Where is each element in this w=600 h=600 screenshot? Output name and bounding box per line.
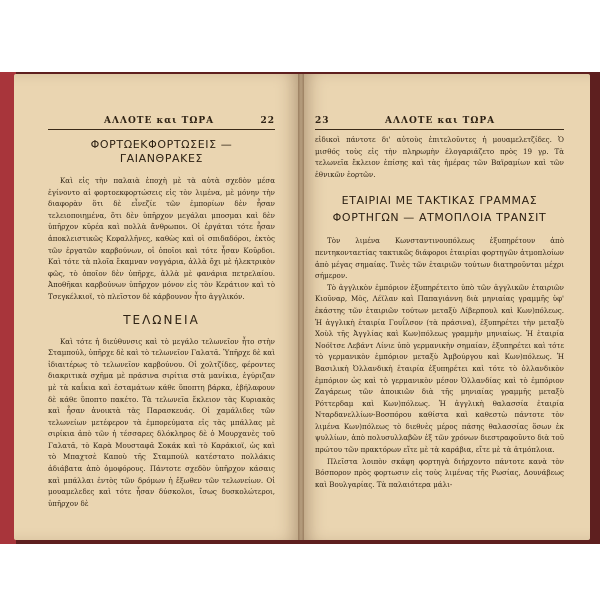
left-page — [14, 74, 301, 540]
section-text-customs: Καὶ τότε ἡ διεύθυνσις καὶ τὸ μεγάλο τελωνεῖον ἦτο στὴν Σταμπούλ, ὑπῆρχε δὲ καὶ τὸ τελωνεῖον Γαλατᾶ. Ὑπῆρχε δὲ καὶ ἰδιαιτέρως τὸ τελωνεῖον καρβούνου. Οἱ χολτζίδες, φέροντες διακριτικὰ σχῆμα μὲ πράσινα σιρίτια στὰ μανίκια, ἐγύριζαν μὲ τὰ καΐκια καὶ ἐσταμάτων κάθε ὕποπτη βάρκα, ἐβήλαφουν δὲ κάθε ὕποπτο πακέτο. Τὰ τελωνεῖα ἔκλειον τὰς Κυριακὰς καὶ ἦσαν ἀνοικτὰ τὰς Παρασκευάς. Οἱ χαμάλιδες τῶν τελωνείων μετέφερον τὰ ἐμπορεύματα εἰς τὰς μπάλλας μὲ σιρίκια ἀπὸ τῶν ἡ τέσσαρες δλόκληρος δὲ ὁ Μουρχανὲς τοῦ Γαλατᾶ, τὸ Καρὰ Μουσταφᾶ Σοκάκ καὶ τὸ Καράκιοϊ, ὡς καὶ τὸ Μπαχτσὲ Καποὺ τῆς Σταμπούλ κατέστατο πολλάκις ἀδιάβατα ἀπὸ ὁμοφόρους. Πάντοτε σχεδὸν ὑπῆρχον κάσαις καὶ μπάλλαι ἐντὸς τῶν δρόμων ἡ ἔξωθεν τῶν τελωνείων. Οἱ μουαμελεδες καὶ τότε ἦσαν δύσκολοι, ἴσως δυσκολώτεροι, ὑπῆρχον δὲ — [48, 336, 275, 508]
paragraph-2: Τὸ ἀγγλικὸν ἐμπόριον ἐξυπηρέτειτο ὑπὸ τῶν ἀγγλικῶν ἑταιριῶν Κιοῦναρ, Μὸς, Λέϊλαν καὶ Παπαγιάννη διὰ μηνιαίας γραμμῆς ὑφ' ἑκάστης τῶν ἑταιριῶν τούτων μεταξὺ Λίβερπουλ καὶ Κων)πόλεως. Ἡ ἀγγλικὴ ἑταιρία Γουΐλσον (τὰ πράσινα), ἐξυπηρέτει τὴν μεταξὺ Χοὺλ τῆς Ἀγγλίας καὶ Κων)πόλεως γραμμὴν μηνιαίως. Ἡ ἑταιρία Νοόϊτσε Λεβάντ Λίνιε ὑπὸ γερμανικὴν σημαίαν, ἐξυπηρέτει καὶ τότε τὸ γερμανικὸν ἐμπόριον μεταξὺ Ἀμβούργου καὶ Κων)πόλεως. Ἡ Βασιλικὴ Ὀλλανδικὴ ἑταιρία ἐξυπηρέτει καὶ τότε τὸ ὀλλανδικὸν ἐμπόριον ὡς καὶ τὸ γερμανικὸν μέσον Ὀλλανδίας καὶ τὸ ἐμπόριον Ζαγάρεως τῶν ἀποικιῶν διὰ τῆς μηνιαίας γραμμῆς μεταξὺ Ρόττερδαμ καὶ Κων)πόλεως. Ἡ ἀγγλικὴ θαλασσία ἐταιρία Νταρδανελλίων-Βοσπόρου καθίστα καὶ καθεστὼ πάντοτε τὸν λιμένα Κων)πόλεως τὸ διεθνὲς μέρος πάσης θαλασσίας ὅσων ἐκ ψυλλίων, ἀπὸ πολυσυλλαβῶν ἐξ τῶν χρόνων διεστραφοῦντο διὰ τοῦ πρώτου τῶν πρακτόρων εἴτε μὲ τὰ καράβια, εἴτε μὲ τὰ ἀτμόπλοια. — [315, 282, 564, 455]
right-header-rule — [315, 129, 564, 130]
paragraph-3: Πλεῖστα λοιπὸν σκάφη φορτηγὰ διήρχοντο πάντοτε κανὰ τὸν Βόσπορον πρὸς φορτωσιν εἰς τοὺς λιμένας τῆς Ρωσίας, Δουνάβεως καὶ Βουλγαρίας. Τὰ παλαιότερα μάλι- — [315, 456, 564, 489]
right-header-title: ΑΛΛΟΤΕ και ΤΩΡΑ — [385, 116, 496, 126]
right-page — [301, 74, 590, 540]
paragraph-1: Τὸν λιμένα Κωνσταντινουπόλεως ἐξυπηρέτουν ἀπὸ πεντηκονταετίας τακτικῶς διάφοροι ἑταιρίαι φορτηγῶν ἀτμοπλοίων ἀπὸ μέγας σημαίας. Τινὲς τῶν ἑταιριῶν τούτων διατηροῦνται μέχρι σήμερον. — [315, 236, 564, 281]
right-page-number: 23 — [315, 116, 330, 126]
section-title-customs: ΤΕΛΩΝΕΙΑ — [123, 312, 200, 327]
right-content — [315, 134, 564, 490]
section-text-cargo: Καὶ εἰς τὴν παλαιὰ ἐποχὴ μὲ τὰ αὐτὰ σχεδὸν μέσα ἐγίνοντο αἱ φορτοεκφορτώσεις εἰς τὸν λιμένα, μὲ μόνην τὴν διαφορὰν ὅτι δὲ εἶνεζίε τῶν ἐμπορίων δὲν ἦσαν τελειοποιημένα, ὅτι δὲν ὑπῆρχον μεγάλαι μποσμαι καὶ δὲν ὑπῆρχον κῦρέα καὶ πολλὰ ἄνθρωποι. Οἱ ἐργάται τότε ἦσαν ἀποκλειστικῶς Κεφαλλῆνες, καθὼς καὶ οἱ σπιδαδόροι, ἐκτὸς τῶν ἐργατῶν καρβούνων, οἱ ὁποῖοι καὶ τότε ἦσαν Κοῦρδοι. Καὶ τότε τὰ πλοῖα ἔκαμναν νογγάρια, ἀλλὰ ὄχι μὲ ἠλεκτρικὸν φῶς, τὸ ὁποῖον δὲν ὑπῆρχε, ἀλλὰ μὲ φανάρια πετρελαίου. Ἀποθῆκαι καρβούνων ὑπῆρχον μόνον εἰς τὸν Κεράτιον καὶ τὸ Τσεγκέλκιοϊ, τὸ πλεῖστον δὲ κάρβουνον ἦτο ἀγγλικόν. — [48, 176, 275, 301]
left-header-title: ΑΛΛΟΤΕ και ΤΩΡΑ — [104, 116, 215, 126]
continued-text: εἰδικοὶ πάντοτε δι' αὐτοὺς ἐπιτελοῦντες ἡ μουαμελετζίδες. Ὁ μισθός τοὺς εἰς τὴν πληρωμὴν ἐλογαριάζετο πρὸς 19 γρ. Τὰ τελωνεῖα ἔκλειον ἐπίσης καὶ τὰς ἡμέρας τῶν Βαϊραμίων καὶ τῶν ἐθνικῶν ἑορτῶν. — [315, 135, 564, 179]
section-title-shipping-lines: ΕΤΑΙΡΙΑΙ ΜΕ ΤΑΚΤΙΚΑΣ ΓΡΑΜΜΑΣ ΦΟΡΤΗΓΩΝ — ΑΤΜΟΠΛΟΙΑ ΤΡΑΝΣΙΤ — [332, 194, 547, 225]
left-content — [48, 138, 275, 509]
left-header-rule — [48, 129, 275, 130]
book-gutter — [298, 74, 304, 540]
left-page-number: 22 — [260, 116, 275, 126]
section-title-cargo: ΦΟΡΤΩΕΚΦΟΡΤΩΣΕΙΣ — ΓΑΙΑΝΘΡΑΚΕΣ — [90, 138, 233, 165]
